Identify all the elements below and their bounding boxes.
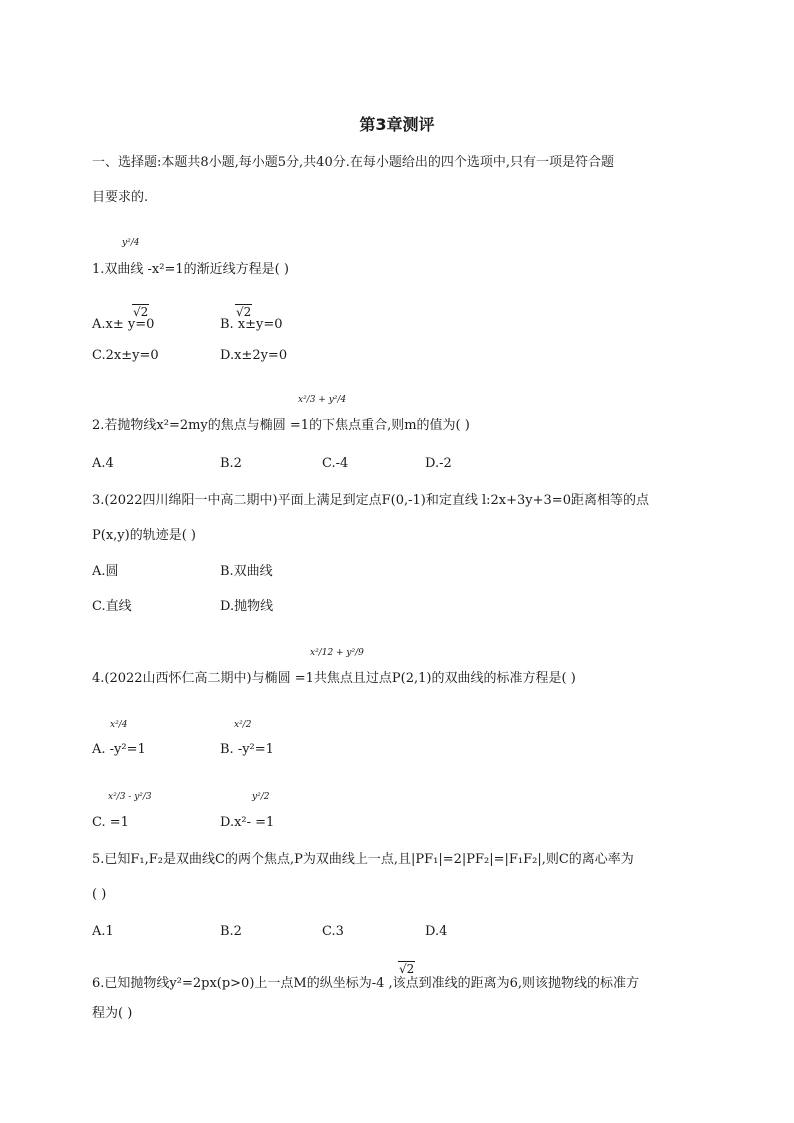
q1-fraction: y²/4 [122,238,140,248]
q1-option-b: B. x±y=0 [220,317,283,332]
q4-fraction: x²/12 + y²/9 [310,648,364,658]
q6-root: √2 [399,962,415,976]
q2-option-d: D.-2 [425,456,452,471]
q4-option-a: A. -y²=1 [92,742,146,757]
q4-optA-fraction: x²/4 [110,720,128,730]
q4-optD-fraction: y²/2 [252,792,270,802]
q1-option-a: A.x± y=0 [92,317,155,332]
q3-option-c: C.直线 [92,599,132,614]
page-title: 第3章测评 [359,115,435,134]
q3-option-b: B.双曲线 [220,564,273,579]
q1-optB-root: √2 [236,305,252,319]
q4-optB-fraction: x²/2 [234,720,252,730]
q4-stem: 4.(2022山西怀仁高二期中)与椭圆 =1共焦点且过点P(2,1)的双曲线的标准方程是( ) [92,671,576,686]
q5-option-b: B.2 [220,924,242,939]
q2-option-b: B.2 [220,456,242,471]
q4-option-c: C. =1 [92,815,129,830]
q5-stem-line1: 5.已知F₁,F₂是双曲线C的两个焦点,P为双曲线上一点,且|PF₁|=2|PF₂|=|F₁F₂|,则C的离心率为 [92,852,634,867]
q1-stem: 1.双曲线 -x²=1的渐近线方程是( ) [92,262,289,277]
q1-optA-root: √2 [133,305,149,319]
q6-stem-line1: 6.已知抛物线y²=2px(p>0)上一点M的纵坐标为-4 ,该点到准线的距离为6,则该抛物线的标准方 [92,976,640,991]
q3-stem-line1: 3.(2022四川绵阳一中高二期中)平面上满足到定点F(0,-1)和定直线 l:2x+3y+3=0距离相等的点 [92,493,649,508]
q5-stem-line2: ( ) [92,887,107,902]
q2-option-c: C.-4 [322,456,349,471]
q4-option-d: D.x²- =1 [220,815,275,830]
q3-option-a: A.圆 [92,564,119,579]
section-instructions-line1: 一、选择题:本题共8小题,每小题5分,共40分.在每小题给出的四个选项中,只有一项是符合题 [92,155,614,170]
q1-option-c: C.2x±y=0 [92,348,159,363]
section-instructions-line2: 目要求的. [92,190,149,205]
q2-stem: 2.若抛物线x²=2my的焦点与椭圆 =1的下焦点重合,则m的值为( ) [92,418,470,433]
q4-option-b: B. -y²=1 [220,742,274,757]
q5-option-a: A.1 [92,924,114,939]
q6-stem-line2: 程为( ) [92,1006,133,1021]
q4-optC-fraction: x²/3 - y²/3 [108,792,152,802]
q5-option-c: C.3 [322,924,344,939]
q2-fraction: x²/3 + y²/4 [298,395,347,405]
q3-stem-line2: P(x,y)的轨迹是( ) [92,528,196,543]
q5-option-d: D.4 [425,924,448,939]
q1-option-d: D.x±2y=0 [220,348,288,363]
q3-option-d: D.抛物线 [220,599,274,614]
q2-option-a: A.4 [92,456,114,471]
